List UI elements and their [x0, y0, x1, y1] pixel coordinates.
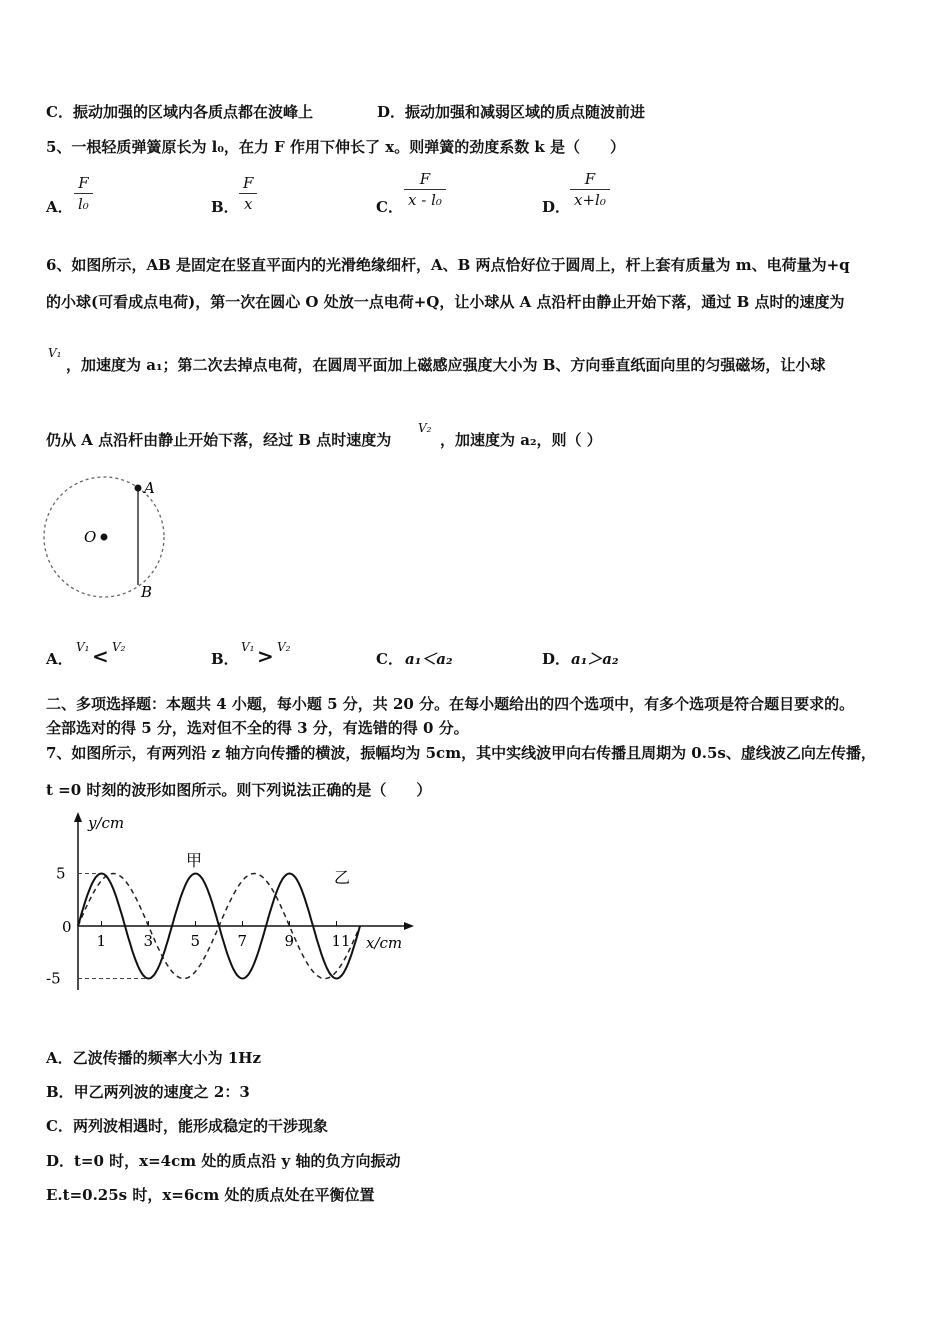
x-axis-arrow [404, 922, 414, 930]
q6-line4b: ，加速度为 a₂，则（ ） [440, 431, 602, 449]
q7-option-c: C．两列波相遇时，能形成稳定的干涉现象 [46, 1117, 328, 1135]
q7-line2: t =0 时刻的波形如图所示。则下列说法正确的是（ ） [46, 781, 432, 799]
q6-option-d-text: a₁＞a₂ [571, 650, 619, 668]
q5-option-b-label: B． [211, 198, 239, 216]
section2-line1: 二、多项选择题：本题共 4 小题，每小题 5 分，共 20 分。在每小题给出的四个选项中，有多个选项是符合题目要求的。 [46, 695, 855, 713]
q6-option-a-right: V₂ [112, 640, 126, 654]
q6-option-c-label: C． [376, 650, 403, 668]
q6-line3: ，加速度为 a₁；第二次去掉点电荷，在圆周平面加上磁感应强度大小为 B、方向垂直纸面向里的匀强磁场，让小球 [66, 356, 826, 374]
q7-option-b: B．甲乙两列波的速度之 2：3 [46, 1083, 250, 1101]
ball-a [135, 485, 142, 492]
q7-line1: 7、如图所示，有两列沿 z 轴方向传播的横波，振幅均为 5cm，其中实线波甲向右传播且周期为 0.5s、虚线波乙向左传播， [46, 744, 876, 762]
label-o: O [84, 528, 97, 546]
q5-option-a-label: A． [46, 198, 73, 216]
x-tick-label: 11 [331, 932, 351, 950]
q6-option-a-label: A． [46, 650, 73, 668]
q7-option-a: A．乙波传播的频率大小为 1Hz [46, 1049, 261, 1067]
q7-option-e: E.t=0.25s 时，x=6cm 处的质点处在平衡位置 [46, 1186, 375, 1204]
q6-option-b-op: > [257, 644, 274, 668]
q6-option-a-op: < [92, 644, 109, 668]
label-b: B [141, 583, 153, 601]
q7-option-d: D．t=0 时，x=4cm 处的质点沿 y 轴的负方向振动 [46, 1152, 401, 1170]
label-a: A [144, 479, 155, 497]
section2-line2: 全部选对的得 5 分，选对但不全的得 3 分，有选错的得 0 分。 [46, 719, 469, 737]
y-tick-label: -5 [46, 969, 61, 988]
q6-option-b-left: V₁ [241, 640, 255, 654]
q6-option-a-left: V₁ [76, 640, 90, 654]
q7-wave-chart [40, 808, 420, 1018]
x-tick-label: 3 [143, 932, 154, 950]
center-o-dot [101, 534, 108, 541]
q5-option-c-fraction: F x - l₀ [404, 170, 446, 209]
q6-option-d-label: D． [542, 650, 571, 668]
x-tick-label: 5 [190, 932, 201, 950]
x-tick-label: 9 [284, 932, 295, 950]
q6-circle-figure [40, 474, 180, 604]
q6-v1-symbol: V₁ [48, 346, 62, 360]
q6-line1: 6、如图所示，AB 是固定在竖直平面内的光滑绝缘细杆，A、B 两点恰好位于圆周上，杆上套有质量为 m、电荷量为+q [46, 256, 850, 274]
x-tick-label: 7 [237, 932, 248, 950]
q4-option-d: D．振动加强和减弱区域的质点随波前进 [377, 103, 646, 121]
series-yi-label: 乙 [334, 868, 351, 887]
y-axis-arrow [74, 812, 82, 822]
q5-option-d-fraction: F x+l₀ [570, 170, 610, 209]
q6-option-b-label: B． [211, 650, 239, 668]
q5-option-a-fraction: F l₀ [74, 174, 93, 213]
q5-option-d-label: D． [542, 198, 571, 216]
x-axis-label: x/cm [366, 934, 403, 952]
q6-option-c-text: a₁＜a₂ [405, 650, 453, 668]
series-jia-label: 甲 [186, 851, 203, 870]
y-tick-label: 5 [56, 864, 66, 883]
y-axis-label: y/cm [88, 814, 125, 832]
x-tick-label: 1 [96, 932, 107, 950]
q5-option-c-label: C． [376, 198, 403, 216]
q6-line4a: 仍从 A 点沿杆由静止开始下落，经过 B 点时速度为 [46, 431, 392, 449]
origin-label: 0 [62, 918, 72, 936]
q5-option-b-fraction: F x [239, 174, 257, 213]
q4-option-c: C．振动加强的区域内各质点都在波峰上 [46, 103, 313, 121]
q6-v2-symbol: V₂ [418, 421, 432, 435]
q6-option-b-right: V₂ [277, 640, 291, 654]
q6-line2: 的小球(可看成点电荷)，第一次在圆心 O 处放一点电荷+Q，让小球从 A 点沿杆由静止开始下落，通过 B 点时的速度为 [46, 293, 845, 311]
q5-stem: 5、一根轻质弹簧原长为 l₀，在力 F 作用下伸长了 x。则弹簧的劲度系数 k 是（ ） [46, 138, 626, 156]
